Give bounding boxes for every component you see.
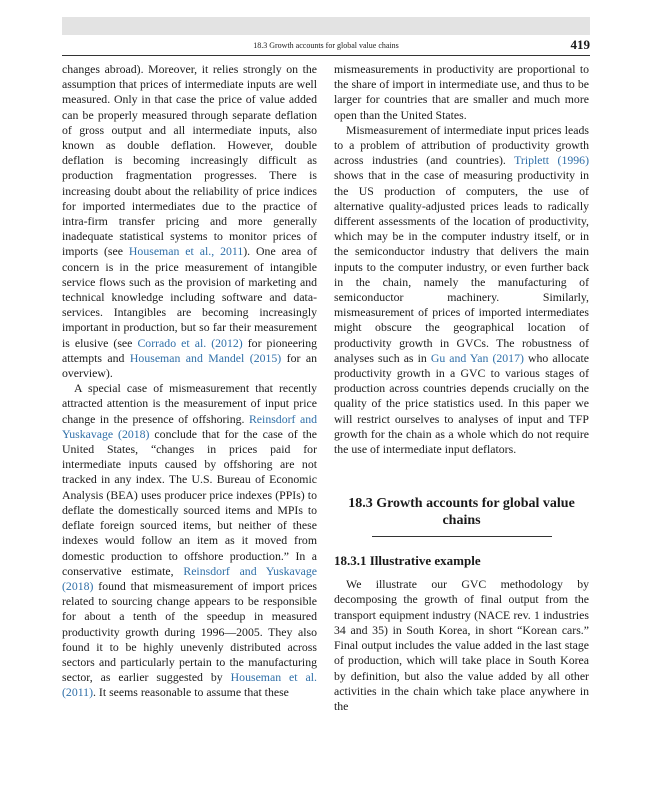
right-column — [334, 62, 589, 714]
citation-link[interactable]: Triplett (1996) — [514, 153, 589, 168]
paragraph: Mismeasurement of intermediate input prices leads to a problem of attribution of productivity growth across industries (and countries). Triplett (1996) shows that in the case of measuring productivity in the US production of computers, the use of alternative quality-adjusted prices leads to radically different assessments of the location of productivity, which may be in the computer industry itself, or in the semiconductor industry that delivers the main inputs to the computer industry, or even further back in the chain, namely the manufacturing of semiconductor machinery. Similarly, mismeasurement of prices of imported intermediates might obscure the geographical location of productivity growth in GVCs. The robustness of analyses such as in Gu and Yan (2017) who allocate productivity growth in a GVC to various stages of production across countries depends crucially on the quality of the price statistics used. In this paper we will restrict ourselves to analyses of input and TFP growth for the chain as a whole which do not require the use of intermediate input deflators. — [334, 122, 590, 457]
citation-link[interactable]: Houseman et al. (2011) — [62, 670, 317, 700]
left-column — [62, 62, 317, 701]
section-title: 18.3 Growth accounts for global value chains — [348, 496, 575, 529]
paragraph: mismeasurements in productivity are proportional to the share of import in intermediate use, and thus to be larger for countries that are smaller and much more open than the United States. — [334, 62, 589, 122]
paragraph: A special case of mismeasurement that recently attracted attention is the measurement of input price change in the presence of offshoring. Reinsdorf and Yuskavage (2018) conclude that for the case of the United States, “changes in prices paid for intermediate inputs caused by offshoring are not tracked in any index. The U.S. Bureau of Economic Analysis (BEA) uses producer price indexes (PPIs) to deflate the domestically sourced items and MPIs to deflate foreign sourced items, but neither of these indexes would follow an item as it moved from domestic production to offshore production.” In a conservative estimate, Reinsdorf and Yuskavage (2018) found that mismeasurement of import prices related to sourcing change appears to be responsible for about a tenth of the speedup in measured productivity growth during 1996—2005. They also found it to be highly unevenly distributed across sectors and particularly pertain to the manufacturing sector, as earlier suggested by Houseman et al. (2011). It seems reasonable to assume that these — [62, 381, 317, 700]
citation-link[interactable]: Corrado et al. (2012) — [137, 335, 243, 350]
header-rule — [62, 55, 590, 56]
paragraph: changes abroad). Moreover, it relies strongly on the assumption that prices of intermediate inputs are well measured. Only in that case the price of value added can be properly measured through separate deflation of gross output and all intermediate inputs, also known as double deflation. However, double deflation is becoming increasingly difficult as production fragmentation progresses. There is increasing doubt about the reliability of price indices for imported intermediates due to the practice of intra-firm transfer pricing and more generally inadequate statistical systems to monitor prices of imports (see Houseman et al., 2011). One area of concern is in the price measurement of intangible service flows such as the provision of marketing and technical knowledge including software and data-services. Intangibles are becoming increasingly important in production, but so far their measurement is elusive (see Corrado et al. (2012) for pioneering attempts and Houseman and Mandel (2015) for an overview). — [62, 62, 318, 381]
running-head: 18.3 Growth accounts for global value chains — [253, 41, 399, 50]
header-band — [62, 17, 590, 35]
citation-link[interactable]: Houseman et al., 2011 — [128, 244, 244, 259]
section-rule — [372, 536, 552, 537]
citation-link[interactable]: Reinsdorf and Yuskavage (2018) — [62, 563, 317, 593]
page-number: 419 — [570, 37, 590, 52]
citation-link[interactable]: Gu and Yan (2017) — [430, 350, 524, 365]
subsection-title: 18.3.1 Illustrative example — [334, 553, 481, 569]
citation-link[interactable]: Houseman and Mandel (2015) — [129, 350, 282, 365]
citation-link[interactable]: Reinsdorf and Yuskavage (2018) — [62, 411, 317, 441]
paragraph: We illustrate our GVC methodology by decomposing the growth of final output from the transport equipment industry (NACE rev. 1 industries 34 and 35) in South Korea, in short “Korean cars.” Final output includes the value added in the last stage of production, which will take place in South Korea by definition, but also the value added by all other activities in the chain which take place anywhere in the — [334, 577, 589, 713]
